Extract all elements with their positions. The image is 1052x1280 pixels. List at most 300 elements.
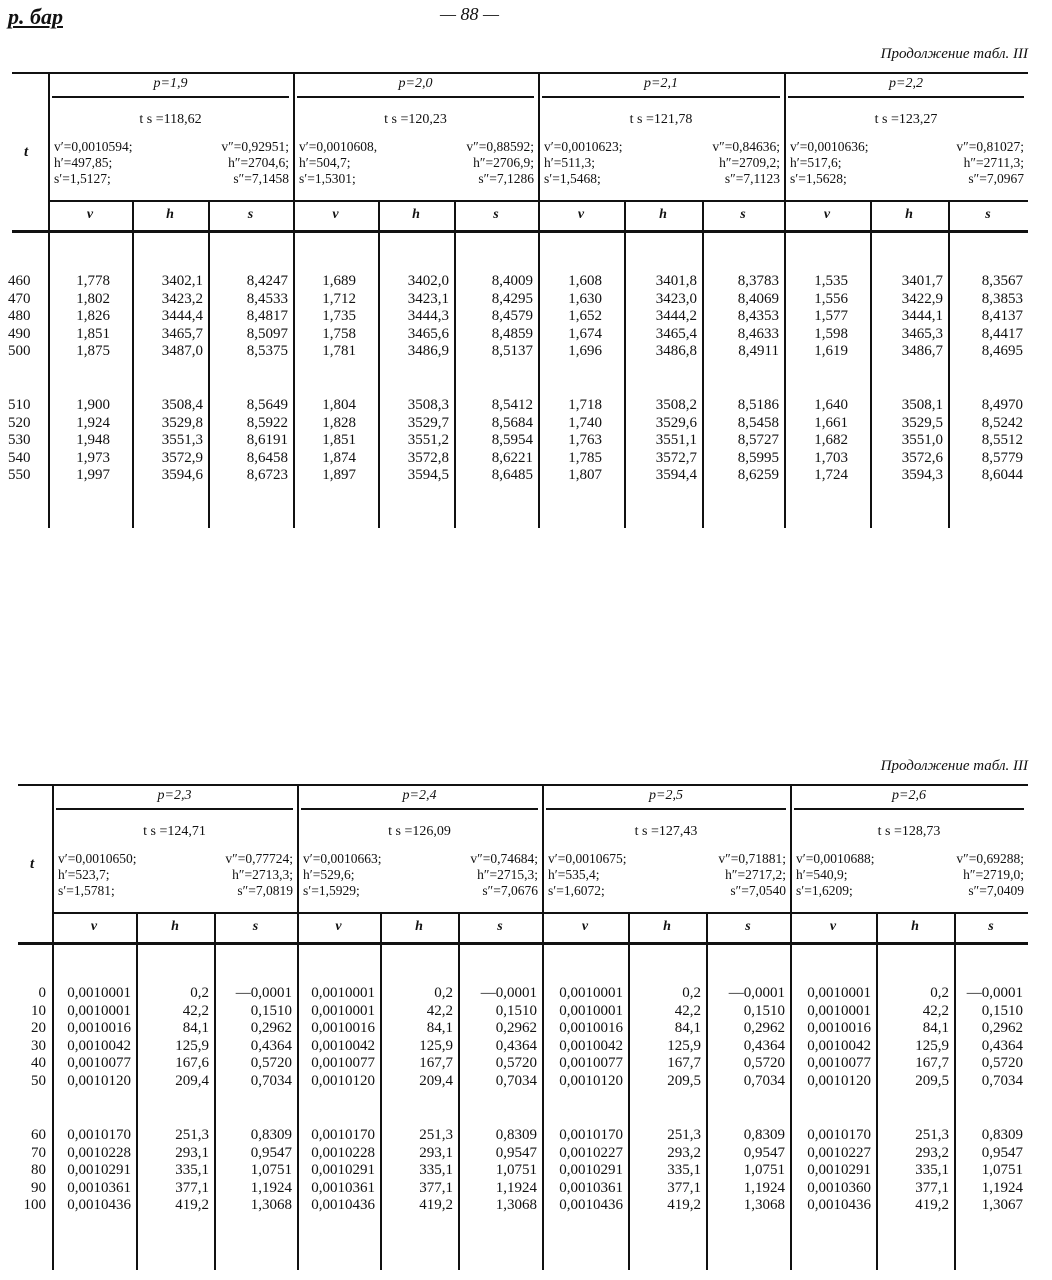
saturation-params-row (544, 155, 780, 170)
column-header-s: s (740, 207, 746, 222)
cell-s: 8,5512 (981, 432, 1023, 449)
param-right: v″=0,74684; (470, 851, 538, 866)
cell-h: 335,1 (915, 1162, 949, 1179)
t-value: 520 (8, 414, 31, 431)
cell-s: 1,1924 (495, 1179, 537, 1196)
cell-h: 419,2 (175, 1197, 209, 1214)
cell-h: 125,9 (915, 1037, 949, 1054)
cell-v: 0,0010001 (559, 1002, 623, 1019)
column-header-s: s (497, 919, 503, 934)
cell-v: 0,0010077 (311, 1055, 375, 1072)
column-header-s: s (252, 919, 259, 934)
cell-s: 8,5458 (737, 414, 779, 431)
cell-v: 0,0010291 (311, 1162, 375, 1179)
param-left: s′=1,6209; (796, 883, 853, 898)
t-value: 20 (31, 1020, 46, 1037)
t-column-label: t (24, 144, 29, 160)
cell-h: 209,4 (175, 1073, 209, 1089)
cell-v: 0,0010170 (559, 1127, 623, 1143)
cell-s: 8,5097 (246, 325, 288, 342)
saturation-temperature: t s =124,71 (143, 824, 206, 839)
cell-h: 3487,0 (161, 343, 203, 360)
t-value: 80 (31, 1162, 46, 1179)
cell-v: 1,900 (76, 397, 110, 413)
cell-s: 0,9547 (743, 1144, 785, 1161)
cell-s: 1,1924 (250, 1179, 292, 1196)
cell-s: 0,7034 (250, 1073, 292, 1089)
cell-v: 0,0010016 (67, 1020, 131, 1037)
param-left: s′=1,5781; (58, 883, 115, 898)
cell-h: 293,2 (915, 1144, 949, 1161)
cell-h: 3594,6 (161, 467, 203, 484)
cell-v: 0,0010077 (807, 1055, 871, 1072)
cell-s: 8,6044 (981, 467, 1023, 484)
column-header-h: h (905, 207, 913, 222)
cell-v: 0,0010120 (807, 1073, 871, 1089)
cell-h: 0,2 (930, 985, 949, 1001)
pressure-label: p=2,6 (892, 788, 926, 803)
cell-h: 3551,2 (407, 432, 449, 449)
cell-v: 0,0010016 (311, 1020, 375, 1037)
cell-h: 3529,7 (407, 414, 449, 431)
t-value: 40 (31, 1055, 46, 1072)
cell-s: 0,8309 (495, 1127, 537, 1143)
cell-v: 1,718 (568, 397, 602, 413)
cell-s: 0,2962 (743, 1020, 785, 1037)
cell-v: 1,802 (76, 290, 110, 307)
cell-s: 0,9547 (495, 1144, 537, 1161)
cell-h: 3465,6 (407, 325, 449, 342)
column-header-s: s (493, 207, 499, 222)
cell-h: 3594,4 (655, 467, 697, 484)
t-column-label: t (30, 856, 35, 872)
cell-v: 1,758 (322, 325, 356, 342)
cell-s: 0,2962 (981, 1020, 1023, 1037)
saturation-params-row (544, 171, 780, 186)
cell-h: 209,4 (419, 1073, 453, 1089)
column-header-v: v (581, 919, 589, 934)
cell-h: 167,6 (175, 1055, 209, 1072)
t-value: 550 (8, 467, 31, 484)
cell-s: 0,4364 (981, 1037, 1023, 1054)
cell-h: 3508,3 (407, 397, 449, 413)
cell-h: 3465,7 (161, 325, 203, 342)
column-header-h: h (166, 207, 174, 222)
cell-v: 0,0010042 (311, 1037, 375, 1054)
cell-s: —0,0001 (235, 985, 292, 1001)
cell-s: 0,8309 (743, 1127, 785, 1143)
t-value: 470 (8, 290, 31, 307)
t-value: 10 (31, 1002, 46, 1019)
cell-h: 0,2 (190, 985, 209, 1001)
saturation-params-row (548, 851, 786, 866)
param-right: h″=2719,0; (963, 867, 1024, 882)
cell-v: 0,0010227 (559, 1144, 623, 1161)
cell-v: 0,0010016 (807, 1020, 871, 1037)
cell-s: 8,3783 (737, 273, 779, 289)
cell-h: 3486,8 (655, 343, 697, 360)
cell-s: 8,4069 (737, 290, 779, 307)
cell-h: 251,3 (915, 1127, 949, 1143)
cell-v: 1,851 (76, 325, 110, 342)
cell-h: 3529,6 (655, 414, 697, 431)
cell-h: 3529,5 (901, 414, 943, 431)
cell-s: 8,5137 (491, 343, 533, 360)
cell-s: 0,9547 (250, 1144, 292, 1161)
saturation-params-row (796, 883, 1024, 898)
cell-v: 1,712 (322, 290, 356, 307)
cell-s: 0,1510 (250, 1002, 292, 1019)
column-header-s: s (985, 207, 991, 222)
cell-v: 0,0010001 (559, 985, 623, 1001)
cell-s: 0,2962 (250, 1020, 292, 1037)
cell-v: 1,598 (814, 325, 848, 342)
cell-v: 1,619 (814, 343, 848, 360)
cell-s: 0,7034 (495, 1073, 537, 1089)
param-left: s′=1,5628; (790, 171, 847, 186)
saturation-params-row (58, 851, 293, 866)
cell-s: 1,1924 (981, 1179, 1023, 1196)
cell-s: 8,5186 (737, 397, 779, 413)
cell-v: 0,0010001 (67, 1002, 131, 1019)
cell-v: 1,724 (814, 467, 848, 484)
t-value: 90 (31, 1179, 46, 1196)
param-right: h″=2711,3; (963, 155, 1024, 170)
param-left: s′=1,5468; (544, 171, 601, 186)
cell-h: 3444,2 (655, 308, 697, 325)
param-right: s″=7,0540 (730, 883, 786, 898)
table-top-rule (18, 784, 1028, 786)
pressure-label: p=2,2 (889, 76, 923, 91)
t-value: 100 (23, 1197, 46, 1214)
saturation-temperature: t s =118,62 (139, 112, 202, 127)
column-separator (954, 912, 956, 1270)
cell-v: 0,0010170 (67, 1127, 131, 1143)
param-right: v″=0,84636; (712, 139, 780, 154)
cell-h: 377,1 (419, 1179, 453, 1196)
cell-h: 293,2 (667, 1144, 701, 1161)
column-header-v: v (90, 919, 98, 934)
param-left: h′=523,7; (58, 867, 110, 882)
cell-v: 1,577 (814, 308, 848, 325)
param-right: v″=0,92951; (221, 139, 289, 154)
header-rule (52, 912, 1028, 914)
subheader-rule (12, 230, 1028, 233)
saturation-params-row (58, 883, 293, 898)
cell-s: 8,5727 (737, 432, 779, 449)
cell-s: 1,3068 (250, 1197, 292, 1214)
cell-v: 0,0010077 (559, 1055, 623, 1072)
param-right: s″=7,1123 (724, 171, 780, 186)
cell-h: 125,9 (667, 1037, 701, 1054)
cell-h: 125,9 (175, 1037, 209, 1054)
cell-h: 3572,9 (161, 449, 203, 466)
cell-s: 0,8309 (981, 1127, 1023, 1143)
cell-h: 293,1 (419, 1144, 453, 1161)
cell-v: 1,703 (814, 449, 848, 466)
cell-s: 0,8309 (250, 1127, 292, 1143)
cell-v: 0,0010228 (67, 1144, 131, 1161)
saturation-temperature: t s =120,23 (384, 112, 447, 127)
saturation-params-row (796, 851, 1024, 866)
cell-s: 0,4364 (743, 1037, 785, 1054)
cell-s: 0,5720 (250, 1055, 292, 1072)
saturation-params-row (299, 155, 534, 170)
pressure-label: p=2,5 (649, 788, 683, 803)
cell-v: 1,608 (568, 273, 602, 289)
saturation-temperature: t s =126,09 (388, 824, 451, 839)
saturation-params-row (544, 139, 780, 154)
t-value: 510 (8, 397, 31, 413)
t-value: 60 (31, 1127, 46, 1143)
cell-v: 1,828 (322, 414, 356, 431)
cell-s: 8,6485 (491, 467, 533, 484)
cell-v: 0,0010077 (67, 1055, 131, 1072)
column-header-h: h (663, 919, 671, 934)
cell-h: 419,2 (419, 1197, 453, 1214)
cell-v: 0,0010120 (311, 1073, 375, 1089)
param-left: h′=529,6; (303, 867, 355, 882)
param-left: v′=0,0010594; (54, 139, 133, 154)
cell-v: 0,0010360 (807, 1179, 871, 1196)
saturation-params-row (303, 867, 538, 882)
cell-v: 0,0010001 (807, 985, 871, 1001)
page-number: — 88 — (440, 4, 500, 24)
saturation-params-row (790, 139, 1024, 154)
param-left: s′=1,5929; (303, 883, 360, 898)
t-value: 500 (8, 343, 31, 360)
cell-s: 8,5375 (246, 343, 288, 360)
cell-h: 3444,3 (407, 308, 449, 325)
t-value: 0 (38, 985, 46, 1001)
column-separator (380, 912, 382, 1270)
cell-s: 8,4633 (737, 325, 779, 342)
cell-v: 0,0010436 (559, 1197, 623, 1214)
cell-s: 0,1510 (981, 1002, 1023, 1019)
p-underline (297, 96, 534, 98)
cell-v: 1,874 (322, 449, 356, 466)
cell-v: 0,0010436 (311, 1197, 375, 1214)
cell-h: 167,7 (667, 1055, 701, 1072)
cell-v: 1,781 (322, 343, 356, 360)
cell-v: 0,0010001 (311, 1002, 375, 1019)
cell-v: 1,948 (76, 432, 110, 449)
pressure-label: p=2,1 (644, 76, 678, 91)
cell-h: 3402,1 (161, 273, 203, 289)
cell-h: 209,5 (667, 1073, 701, 1089)
param-left: h′=517,6; (790, 155, 842, 170)
cell-h: 167,7 (915, 1055, 949, 1072)
column-header-h: h (415, 919, 423, 934)
cell-s: 8,4911 (738, 343, 779, 360)
cell-s: 8,5922 (246, 414, 288, 431)
cell-h: 3401,8 (655, 273, 697, 289)
param-left: v′=0,0010688; (796, 851, 875, 866)
cell-s: 8,6221 (491, 449, 533, 466)
pressure-label: p=2,0 (398, 76, 433, 91)
cell-h: 251,3 (175, 1127, 209, 1143)
cell-s: 0,2962 (495, 1020, 537, 1037)
cell-v: 0,0010042 (807, 1037, 871, 1054)
saturation-temperature: t s =128,73 (877, 824, 941, 839)
param-right: h″=2713,3; (232, 867, 293, 882)
pressure-label: p=2,3 (157, 788, 192, 803)
cell-s: 0,7034 (981, 1073, 1023, 1089)
cell-h: 251,3 (419, 1127, 453, 1143)
cell-v: 1,973 (76, 449, 110, 466)
param-left: s′=1,5127; (54, 171, 111, 186)
cell-s: 8,5412 (491, 397, 533, 413)
cell-s: 1,0751 (250, 1162, 292, 1179)
cell-s: 1,0751 (981, 1162, 1023, 1179)
cell-v: 1,875 (76, 343, 110, 360)
cell-v: 1,652 (568, 308, 602, 325)
cell-h: 293,1 (175, 1144, 209, 1161)
cell-v: 1,674 (568, 325, 602, 342)
cell-v: 1,997 (76, 467, 110, 484)
cell-s: 0,9547 (981, 1144, 1023, 1161)
cell-s: 8,4295 (491, 290, 533, 307)
cell-h: 251,3 (667, 1127, 701, 1143)
t-value: 70 (31, 1144, 46, 1161)
cell-v: 0,0010170 (807, 1127, 871, 1143)
saturation-params-row (303, 851, 538, 866)
cell-h: 42,2 (674, 1002, 701, 1019)
saturation-temperature: t s =123,27 (874, 112, 938, 127)
cell-h: 3551,3 (161, 432, 203, 449)
param-left: v′=0,0010608, (299, 139, 378, 154)
cell-v: 0,0010042 (67, 1037, 131, 1054)
cell-s: 8,5684 (491, 414, 533, 431)
cell-s: 1,0751 (743, 1162, 785, 1179)
param-right: s″=7,0819 (237, 883, 293, 898)
param-left: h′=504,7; (299, 155, 351, 170)
cell-v: 0,0010227 (807, 1144, 871, 1161)
cell-h: 42,2 (922, 1002, 949, 1019)
cell-h: 419,2 (915, 1197, 949, 1214)
pressure-label: p=1,9 (153, 76, 188, 91)
cell-v: 1,682 (814, 432, 848, 449)
column-separator (136, 912, 138, 1270)
saturation-params-row (303, 883, 538, 898)
t-value: 540 (8, 449, 31, 466)
cell-v: 1,735 (322, 308, 356, 325)
cell-s: 8,6191 (246, 432, 288, 449)
cell-h: 3465,3 (901, 325, 943, 342)
cell-v: 0,0010120 (67, 1073, 131, 1089)
param-right: v″=0,69288; (956, 851, 1024, 866)
column-header-h: h (171, 919, 179, 934)
param-right: v″=0,88592; (466, 139, 534, 154)
cell-s: 8,6723 (246, 467, 288, 484)
cell-v: 1,924 (76, 414, 110, 431)
table-top-rule (12, 72, 1028, 74)
cell-s: 8,5995 (737, 449, 779, 466)
cell-v: 0,0010436 (807, 1197, 871, 1214)
param-right: h″=2706,9; (473, 155, 534, 170)
param-right: v″=0,77724; (225, 851, 293, 866)
param-right: v″=0,71881; (718, 851, 786, 866)
t-value: 460 (8, 273, 31, 289)
column-header-s: s (247, 207, 254, 222)
saturation-params-row (796, 867, 1024, 882)
cell-s: 1,1924 (743, 1179, 785, 1196)
cell-h: 3572,6 (901, 449, 943, 466)
saturation-params-row (790, 155, 1024, 170)
cell-h: 3508,4 (161, 397, 203, 413)
cell-s: 8,5954 (491, 432, 533, 449)
saturation-params-row (54, 155, 289, 170)
cell-h: 3423,0 (655, 290, 697, 307)
cell-v: 0,0010001 (311, 985, 375, 1001)
cell-v: 1,556 (814, 290, 848, 307)
cell-s: 8,3567 (981, 273, 1023, 289)
column-header-v: v (829, 919, 837, 934)
cell-v: 0,0010436 (67, 1197, 131, 1214)
t-value: 490 (8, 325, 31, 342)
saturation-params-row (54, 139, 289, 154)
cell-h: 3402,0 (407, 273, 449, 289)
param-left: v′=0,0010636; (790, 139, 869, 154)
param-left: h′=540,9; (796, 867, 848, 882)
cell-v: 0,0010042 (559, 1037, 623, 1054)
cell-s: 0,1510 (743, 1002, 785, 1019)
cell-v: 0,0010228 (311, 1144, 375, 1161)
p-underline (56, 808, 293, 810)
column-header-v: v (577, 207, 585, 222)
cell-h: 3572,7 (655, 449, 697, 466)
cell-s: 8,5649 (246, 397, 288, 413)
cell-h: 84,1 (426, 1020, 453, 1037)
cell-v: 0,0010291 (807, 1162, 871, 1179)
cell-h: 419,2 (667, 1197, 701, 1214)
cell-v: 0,0010016 (559, 1020, 623, 1037)
cell-s: —0,0001 (966, 985, 1023, 1001)
cell-v: 1,696 (568, 343, 602, 360)
cell-v: 0,0010291 (67, 1162, 131, 1179)
cell-s: 1,0751 (495, 1162, 537, 1179)
pressure-label: p=2,4 (402, 788, 437, 803)
saturation-params-row (299, 139, 534, 154)
saturation-params-row (299, 171, 534, 186)
cell-h: 377,1 (667, 1179, 701, 1196)
cell-h: 42,2 (426, 1002, 453, 1019)
column-header-s: s (988, 919, 994, 934)
param-left: h′=497,85; (54, 155, 113, 170)
cell-s: 8,4970 (981, 397, 1023, 413)
cell-s: 8,4247 (246, 273, 288, 289)
cell-h: 3594,3 (901, 467, 943, 484)
column-header-h: h (911, 919, 919, 934)
cell-h: 84,1 (674, 1020, 701, 1037)
cell-s: 8,6458 (246, 449, 288, 466)
cell-s: 8,4695 (981, 343, 1023, 360)
column-separator (214, 912, 216, 1270)
param-left: h′=535,4; (548, 867, 600, 882)
cell-s: 0,4364 (495, 1037, 537, 1054)
param-right: h″=2709,2; (719, 155, 780, 170)
param-right: h″=2715,3; (477, 867, 538, 882)
cell-h: 335,1 (419, 1162, 453, 1179)
p-underline (301, 808, 538, 810)
t-value: 480 (8, 308, 31, 325)
param-left: s′=1,6072; (548, 883, 605, 898)
column-separator (706, 912, 708, 1270)
column-separator (458, 912, 460, 1270)
column-header-s: s (745, 919, 751, 934)
p-underline (542, 96, 780, 98)
saturation-params-row (54, 171, 289, 186)
